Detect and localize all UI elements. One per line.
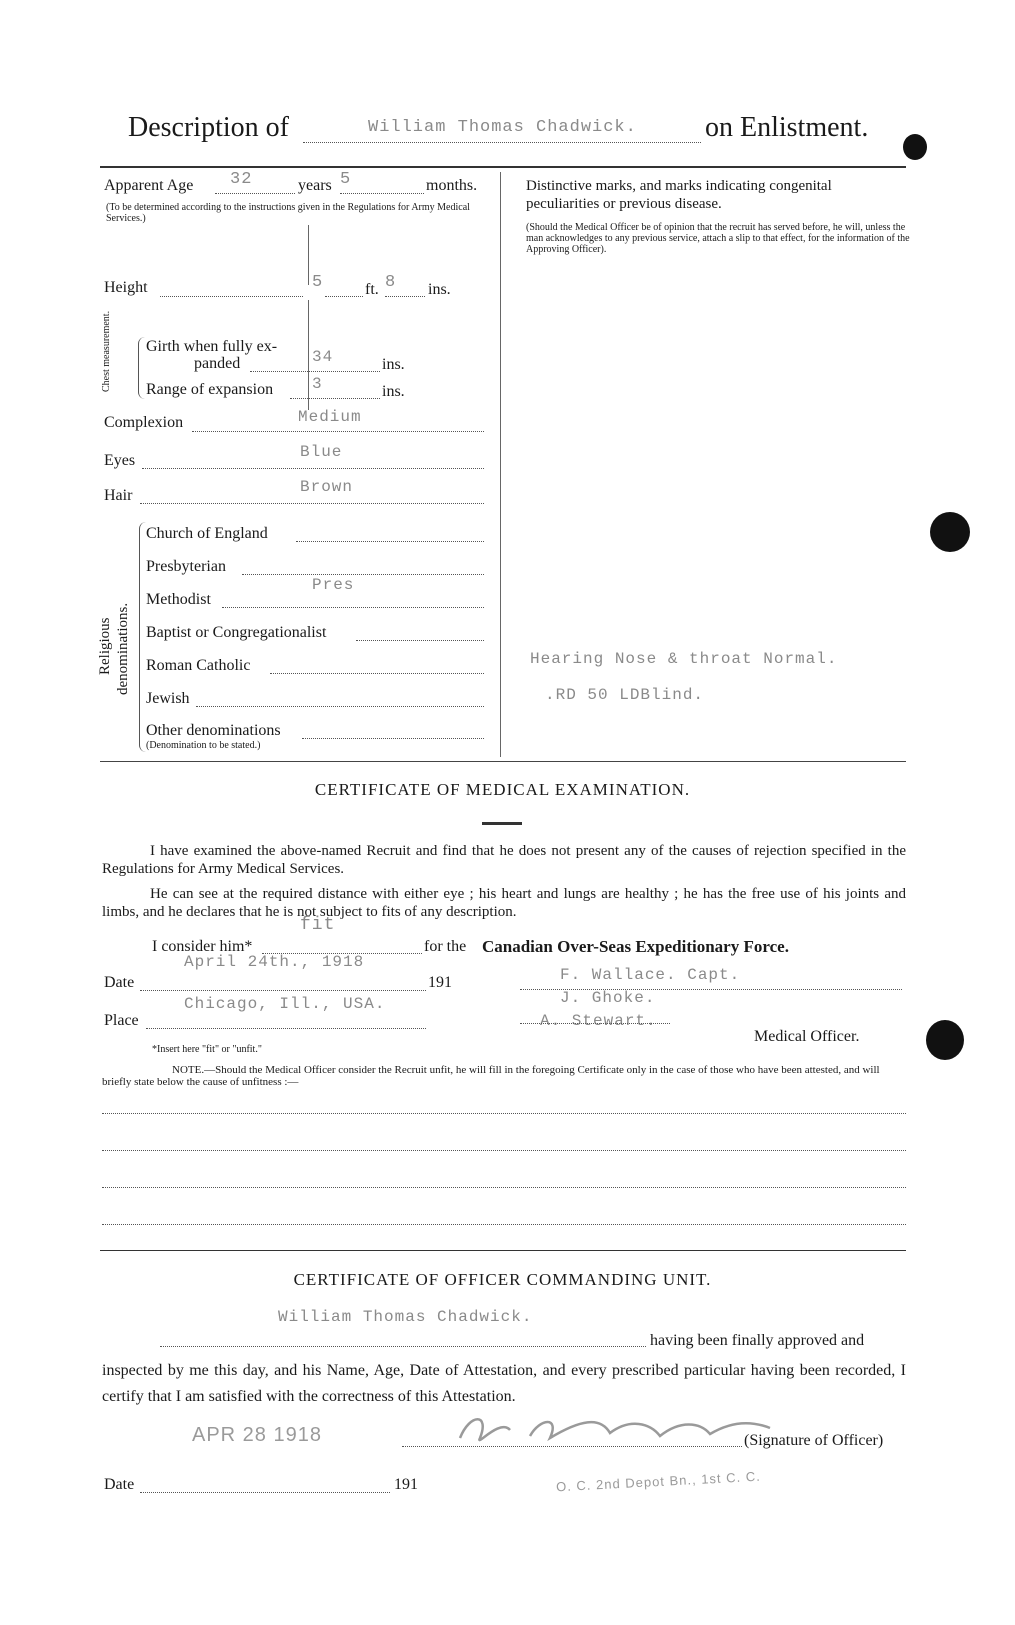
religion-line-1 [242,574,484,575]
approval-date-stamp: APR 28 1918 [192,1424,322,1446]
ft-label: ft. [365,281,379,298]
girth-line [250,371,380,372]
officer-signature-1: F. Wallace. Capt. [560,966,741,984]
complexion-label: Complexion [104,414,184,431]
officer-cert-recruit-name: William Thomas Chadwick. [278,1308,533,1326]
range-value: 3 [312,375,323,393]
religion-roman-catholic: Roman Catholic [146,657,251,674]
religion-baptist: Baptist or Congregationalist [146,624,327,641]
religion-church-of-england: Church of England [146,525,268,542]
age-note: (To be determined according to the instructions given in the Regulations for Army Medical Services.) [106,202,470,224]
unfit-line-3 [102,1187,906,1188]
place-label: Place [104,1012,139,1029]
age-months-value: 5 [340,170,352,189]
date-line [140,990,426,991]
unit-stamp: O. C. 2nd Depot Bn., 1st C. C. [555,1468,762,1495]
header-rule [100,166,906,168]
religion-label-2: denominations. [115,602,131,695]
religion-presbyterian: Presbyterian [146,558,226,575]
punch-hole-middle [930,512,970,552]
page-title-left: Description of [128,112,289,143]
eyes-value: Blue [300,443,343,461]
hair-line [140,503,484,504]
religion-methodist: Methodist [146,591,211,608]
exam-date-value: April 24th., 1918 [184,953,365,971]
place-value: Chicago, Ill., USA. [184,995,386,1013]
officer-date-label: Date [104,1476,135,1493]
medical-officer-label: Medical Officer. [754,1028,860,1045]
page-title-right: on Enlistment. [705,112,869,143]
age-years-value: 32 [230,170,253,189]
officer-date-line [140,1492,390,1493]
religion-other: Other denominations [146,722,281,739]
girth-ins-label: ins. [382,356,405,373]
marks-title: Distinctive marks, and marks indicating congenital peculiarities or previous disease. [526,178,832,212]
force-name: Canadian Over-Seas Expeditionary Force. [482,937,789,956]
fit-value: fit [300,915,336,935]
girth-value: 34 [312,348,334,366]
height-ft-value: 5 [312,273,324,292]
medical-cert-title: CERTIFICATE OF MEDICAL EXAMINATION. [314,780,691,799]
officer-signature-2: J. Ghoke. [560,989,656,1007]
exam-note-1: Hearing Nose & throat Normal. [530,650,838,668]
ins-label: ins. [428,281,451,298]
hair-value: Brown [300,478,354,496]
officer-cert-para-start: having been finally approved and [650,1332,865,1349]
name-line [303,142,701,143]
chest-brace [138,337,145,399]
medical-para-1: I have examined the above-named Recruit and find that he does not present any of the causes of rejection specified in the Regulations for Army Medical Services. [102,843,906,877]
religion-line-4 [270,673,484,674]
age-measure-divider [308,225,309,285]
officer-cert-para-rest: inspected by me this day, and his Name, Age, Date of Attestation, and every prescribed particular having been recorded, I certify that I am satisfied with the correctness of this Attestation. [102,1362,906,1405]
religion-label-1: Religious [97,617,113,675]
religion-line-2 [222,607,484,608]
age-label: Apparent Age [104,177,194,194]
punch-hole-bottom [926,1020,964,1060]
unfit-line-1 [102,1113,906,1114]
religion-line-3 [356,640,484,641]
chest-label: Chest measurement. [101,310,112,392]
unfit-line-4 [102,1224,906,1225]
medical-para-2: He can see at the required distance with either eye ; his heart and lungs are healthy ; he has the free use of his joints and limbs, and he declares that he is not subject to fits of any description. [102,886,906,920]
girth-label-2: panded [194,355,241,372]
insert-note: *Insert here "fit" or "unfit." [152,1044,262,1055]
consider-label: I consider him* [152,938,253,955]
religion-brace [139,522,146,752]
height-ft-line [325,296,363,297]
girth-label-1: Girth when fully ex- [146,338,278,355]
officer-cert-title: CERTIFICATE OF OFFICER COMMANDING UNIT. [293,1270,712,1289]
date-label: Date [104,974,135,991]
section-rule-2 [100,1250,906,1251]
section-rule-1 [100,761,906,762]
chest-divider [308,300,309,410]
height-label: Height [104,279,148,296]
religion-jewish: Jewish [146,690,190,707]
months-label: months. [426,177,478,194]
height-in-line [385,296,425,297]
religion-line-0 [296,541,484,542]
recruit-name: William Thomas Chadwick. [368,118,637,137]
religion-value: Pres [312,576,355,594]
height-line [160,296,303,297]
years-label: years [298,177,332,194]
complexion-line [192,431,484,432]
officer-cert-name-line [160,1346,646,1347]
force-label: for the [424,938,467,955]
complexion-value: Medium [298,408,362,426]
column-divider [500,172,501,757]
signature-of-officer-label: (Signature of Officer) [744,1432,884,1449]
officer-line-3 [520,1023,670,1024]
officer-signature-3: A. Stewart. [540,1012,657,1030]
eyes-label: Eyes [104,452,136,469]
punch-hole-top [903,134,927,160]
religion-line-6 [302,738,484,739]
exam-note-2: .RD 50 LDBlind. [545,686,705,704]
age-months-line [340,193,424,194]
height-in-value: 8 [385,273,397,292]
marks-note: (Should the Medical Officer be of opinion that the recruit has served before, he will, unless the man acknowledges to any previous service, attach a slip to that effect, for the information of the Approving Officer). [526,222,910,255]
date-year-label: 191 [428,974,452,991]
medical-title-rule [482,822,522,825]
unfit-line-2 [102,1150,906,1151]
officer-signature-scribble [440,1408,780,1452]
place-line [146,1028,426,1029]
eyes-line [142,468,484,469]
range-label: Range of expansion [146,381,274,398]
religion-line-5 [196,706,484,707]
unfit-note: NOTE.—Should the Medical Officer consider the Recruit unfit, he will fill in the foregoing Certificate only in the case of those who have been attested, and will briefly state below the cause of unfitness :— [102,1064,880,1088]
range-ins-label: ins. [382,383,405,400]
range-line [290,398,380,399]
age-years-line [215,193,295,194]
hair-label: Hair [104,487,133,504]
officer-date-year: 191 [394,1476,418,1493]
religion-other-note: (Denomination to be stated.) [146,740,261,751]
